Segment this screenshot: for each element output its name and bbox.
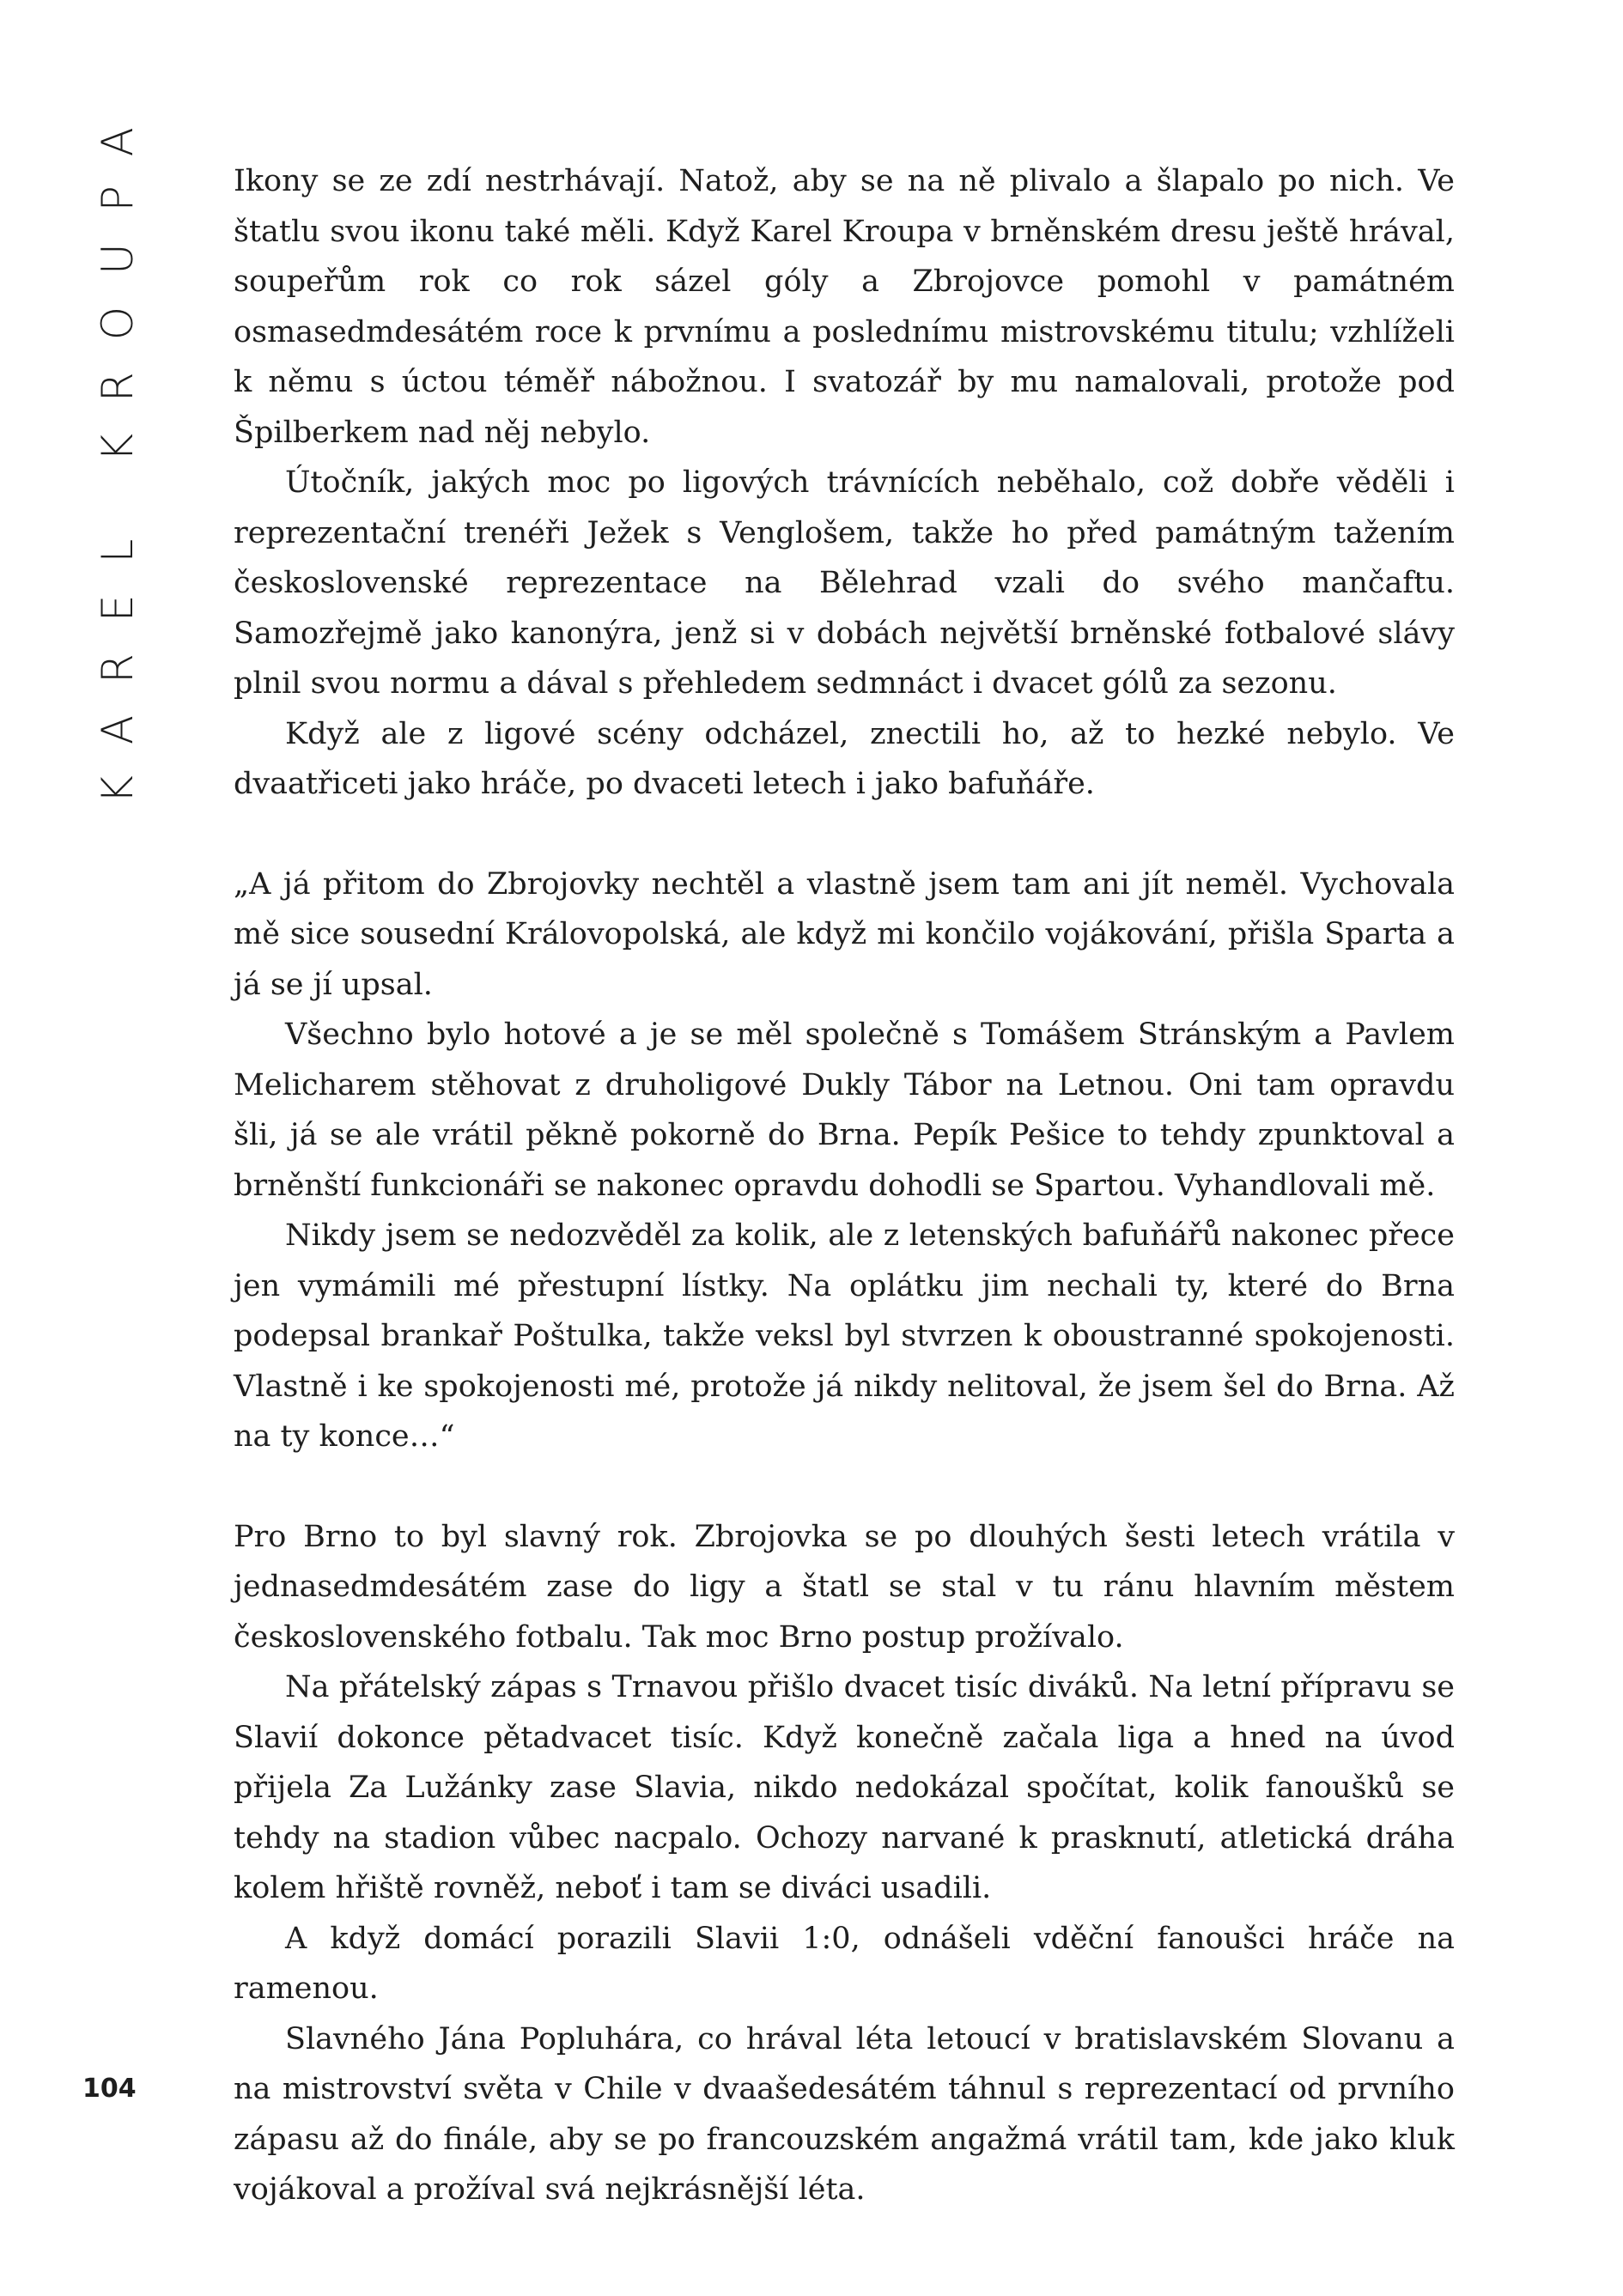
paragraph: Když ale z ligové scény odcházel, znectili ho, až to hezké nebylo. Ve dvaatřiceti jako hráče, po dvaceti letech i jako bafuňáře. — [234, 716, 1455, 801]
paragraph: Slavného Jána Popluhára, co hrával léta letoucí v bratislavském Slovanu a na mistrovství světa v Chile v dvaašedesátém táhnul s reprezentací od prvního zápasu až do finále, aby se po francouzském angažmá vrátil tam, kde jako kluk vojákoval a prožíval svá nejkrásnější léta. — [234, 2021, 1455, 2207]
quote-paragraph: „A já přitom do Zbrojovky nechtěl a vlastně jsem tam ani jít neměl. Vychovala mě sice sousední Královopolská, ale když mi končilo vojákování, přišla Sparta a já se jí upsal. — [234, 866, 1455, 1002]
paragraph: Útočník, jakých moc po ligových trávnících neběhalo, což dobře věděli i reprezentační trenéři Ježek s Venglošem, takže ho před památným tažením československé reprezentace na Bělehrad vzali do svého mančaftu. Samozřejmě jako kanonýra, jenž si v dobách největší brněnské fotbalové slávy plnil svou normu a dával s přehledem sedmnáct i dvacet gólů za sezonu. — [234, 465, 1455, 701]
quote-paragraph: Všechno bylo hotové a je se měl společně s Tomášem Stránským a Pavlem Melicharem stěhovat z druholigové Dukly Tábor na Letnou. Oni tam opravdu šli, já se ale vrátil pěkně pokorně do Brna. Pepík Pešice to tehdy zpunktoval a brněnští funkcionáři se nakonec opravdu dohodli se Spartou. Vyhandlovali mě. — [234, 1017, 1455, 1203]
page-number: 104 — [82, 2074, 137, 2104]
quote-paragraph: Nikdy jsem se nedozvěděl za kolik, ale z letenských bafuňářů nakonec přece jen vymámili mé přestupní lístky. Na oplátku jim nechali ty, které do Brna podepsal brankař Poštulka, takže veksl byl stvrzen k oboustranné spokojenosti. Vlastně i ke spokojenosti mé, protože já nikdy nelitoval, že jsem šel do Brna. Až na ty konce…“ — [234, 1218, 1455, 1454]
paragraph: Pro Brno to byl slavný rok. Zbrojovka se po dlouhých šesti letech vrátila v jednasedmdesátém zase do ligy a štatl se stal v tu ránu hlavním městem československého fotbalu. Tak moc Brno postup prožívalo. — [234, 1519, 1455, 1655]
paragraph: Ikony se ze zdí nestrhávají. Natož, aby se na ně plivalo a šlapalo po nich. Ve štatlu svou ikonu také měli. Když Karel Kroupa v brněnském dresu ještě hrával, soupeřům rok co rok sázel góly a Zbrojovce pomohl v památném osmasedmdesátém roce k prvnímu a poslednímu mistrovskému titulu; vzhlíželi k němu s úctou téměř nábožnou. I svatozář by mu namalovali, protože pod Špilberkem nad něj nebylo. — [234, 164, 1455, 450]
running-title-text: KAREL KROUPA — [93, 95, 143, 804]
paragraph: A když domácí porazili Slavii 1:0, odnášeli vděční fanoušci hráče na ramenou. — [234, 1921, 1455, 2006]
paragraph: Na přátelský zápas s Trnavou přišlo dvacet tisíc diváků. Na letní přípravu se Slavií dokonce pětadvacet tisíc. Když konečně začala liga a hned na úvod přijela Za Lužánky zase Slavia, nikdo nedokázal spočítat, kolik fanoušků se tehdy na stadion vůbec nacpalo. Ochozy narvané k prasknutí, atletická dráha kolem hřiště rovněž, neboť i tam se diváci usadili. — [234, 1670, 1455, 1905]
body-text — [234, 156, 1455, 2215]
